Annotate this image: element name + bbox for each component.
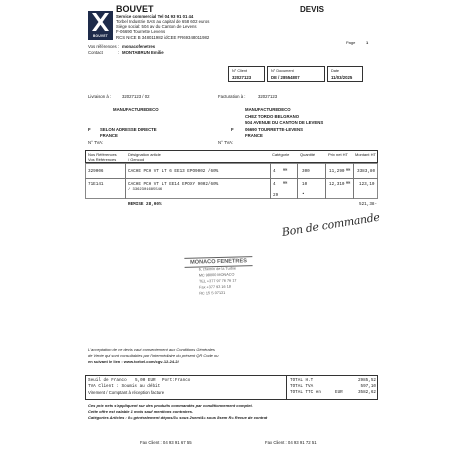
row-unit: MM xyxy=(283,182,288,186)
delivery-name: MANUFACTUREDECO xyxy=(113,107,159,112)
page-number: 1 xyxy=(366,40,369,45)
total-tva-label: TOTAL TVA xyxy=(290,383,314,389)
row-extra-category: 29 xyxy=(273,193,279,198)
company-line-2: Torbel Industrie SAS au capital de 658 602 euros xyxy=(116,19,210,24)
page-label: Page xyxy=(346,40,356,45)
date-value: 11/03/2025 xyxy=(331,75,353,80)
header-gencod: / Gencod xyxy=(128,157,145,162)
row-extra-mark: • xyxy=(302,192,305,197)
client-number-box xyxy=(228,66,265,82)
date-box xyxy=(327,66,363,82)
client-number-value: 32027123 xyxy=(232,75,252,80)
company-line-5: RCS NICE B 348011982 idCEE FR69348011982 xyxy=(116,34,210,40)
totals-divider xyxy=(286,375,287,400)
row-designation: CACHE PCH VT LT 6 EE13 EPO9002 /60% xyxy=(128,169,219,174)
fax-client-1: Fax Client : 04 93 91 67 55 xyxy=(140,440,192,445)
header-category: Catégorie xyxy=(272,151,290,157)
header-quantity: Quantité xyxy=(300,151,316,157)
total-ht-label: TOTAL H.T xyxy=(290,377,314,383)
header-unit-price: Prix net HT xyxy=(328,151,349,157)
company-line-3: Siège social: 504 av du Canton de Levens xyxy=(116,24,197,29)
franco-value: 5,00 EUR xyxy=(135,377,156,383)
delivery-country-code: F xyxy=(88,127,91,132)
billing-line-2: 504 AVENUE DU CANTON DE LEVENS xyxy=(245,120,324,125)
document-number-value: DE / 28554807 xyxy=(271,75,300,80)
company-line-4: F-06690 Tourrette Levens xyxy=(116,29,166,34)
billing-line-1: CHEZ TORDO BELGRANO xyxy=(245,114,300,119)
company-line-1: Service commercial Tel 04 93 91 01 44 xyxy=(116,14,194,19)
row-amount: 123,10 xyxy=(359,182,375,187)
total-ttc-label: TOTAL TTC en xyxy=(290,389,321,395)
total-ttc-currency: EUR xyxy=(335,389,343,395)
header-our-ref: Nos Références xyxy=(88,151,117,157)
row-quantity: 300 xyxy=(302,169,310,174)
billing-label: Facturation à : xyxy=(218,94,246,99)
billing-country: FRANCE xyxy=(245,133,263,138)
total-tva-value: 597,10 xyxy=(360,383,376,389)
row-designation: CACHE PCH VT LT EE14 EPOXY 9002/60% xyxy=(128,182,219,187)
stamp-line-3: TEL +377 97 76 76 17 xyxy=(198,278,237,284)
delivery-vat-label: N° TVA: xyxy=(88,140,104,145)
delivery-country: FRANCE xyxy=(100,133,118,138)
row-unit: MM xyxy=(283,169,288,173)
terms-line-2: de Vente qui sont consultables par l'intermédiaire du présent QR Code ou xyxy=(88,353,219,358)
row-ref: 71E141 xyxy=(88,182,104,187)
billing-country-code: F xyxy=(231,127,234,132)
billing-name: MANUFACTUREDECO xyxy=(245,107,291,112)
row-divider xyxy=(85,178,378,179)
row-price: 11,290 xyxy=(329,169,345,174)
vat-client: TVA Client : Soumis au débit xyxy=(88,383,161,389)
column-divider xyxy=(353,163,354,199)
bouvet-logo xyxy=(88,11,113,40)
terms-line-1: L'acceptation de ce devis vaut consentement aux Conditions Générales xyxy=(88,347,215,352)
note-1: Ces prix nets s'appliquent sur des produits commandés par conditionnement complet. xyxy=(88,403,253,408)
fax-client-2: Fax Client : 04 93 91 72 51 xyxy=(265,440,317,445)
delivery-label: Livraison à : xyxy=(88,94,112,99)
refs-value: monacofenetres xyxy=(122,44,156,49)
note-2: Cette offre est valable 1 mois sauf mentions contraires. xyxy=(88,409,194,414)
billing-vat-label: N° TVA: xyxy=(218,140,234,145)
total-ttc-value: 3582,62 xyxy=(357,389,376,395)
row-quantity: 10 xyxy=(302,182,308,187)
column-divider xyxy=(270,163,271,199)
port-terms: Port:Franco xyxy=(162,377,191,383)
payment-terms: Virement / Comptant à réception facture xyxy=(88,389,165,395)
row-price-unit: MM xyxy=(346,169,351,173)
billing-city: 06690 TOURRETTE-LEVENS xyxy=(245,127,303,132)
row-ref: 329006 xyxy=(88,169,104,174)
row-category: 4 xyxy=(273,182,276,187)
stamp-line-5: RC 15 S 07131 xyxy=(199,290,226,296)
discount-label: REMISE 28,00% xyxy=(128,202,162,207)
column-divider xyxy=(125,163,126,199)
column-divider xyxy=(297,163,298,199)
header-designation: Désignation article xyxy=(128,151,161,157)
total-ht-value: 2985,52 xyxy=(357,377,376,383)
note-3: Catégories Articles : 0= généralement dépos/3= sous 2sem/4= sous 8sem R= Revue de contrat xyxy=(88,415,268,420)
delivery-code: 32027123 / 02 xyxy=(122,94,150,99)
delivery-address: SELON ADRESSE DIRECTE xyxy=(100,127,157,132)
franco-label: Seuil de Franco xyxy=(88,377,127,383)
row-price-unit: MM xyxy=(346,182,351,186)
refs-label: Vos références : xyxy=(88,44,120,49)
stamp-title: MONACO FENETRES xyxy=(184,256,252,268)
document-number-label: N° Document xyxy=(271,68,294,73)
x-logo-icon xyxy=(92,13,109,31)
row-amount: 3383,80 xyxy=(357,169,376,174)
document-type: DEVIS xyxy=(300,5,325,14)
company-name: BOUVET xyxy=(116,4,154,14)
company-stamp xyxy=(182,256,255,308)
contact-separator: : xyxy=(118,50,120,55)
header-your-ref: Vos Références xyxy=(88,157,117,162)
row-gencod: / 3362301685546 xyxy=(128,188,163,192)
stamp-line-1: 6, chemin de la Turbie xyxy=(198,266,237,272)
contact-label: Contact xyxy=(88,50,103,55)
row-price: 12,310 xyxy=(329,182,345,187)
header-amount: Montant HT xyxy=(355,151,376,157)
discount-amount: 521,38- xyxy=(359,202,378,207)
billing-code: 32027123 xyxy=(258,94,278,99)
logo-text: BOUVET xyxy=(92,33,109,38)
stamp-line-2: MC 98000 MONACO xyxy=(198,272,235,278)
contact-value: MONTABRUN Emilie xyxy=(122,50,164,55)
stamp-line-4: Fax +377 93 16 18 xyxy=(199,284,231,290)
client-number-label: N° Client xyxy=(232,68,248,73)
handwritten-signature: Bon de commande xyxy=(280,210,381,239)
document-number-box xyxy=(267,66,325,82)
column-divider xyxy=(325,163,326,199)
row-category: 4 xyxy=(273,169,276,174)
terms-link[interactable]: en suivant le lien : www.torbel.com/cgv-12-24-2/ xyxy=(88,359,179,364)
date-label: Date xyxy=(331,68,340,73)
